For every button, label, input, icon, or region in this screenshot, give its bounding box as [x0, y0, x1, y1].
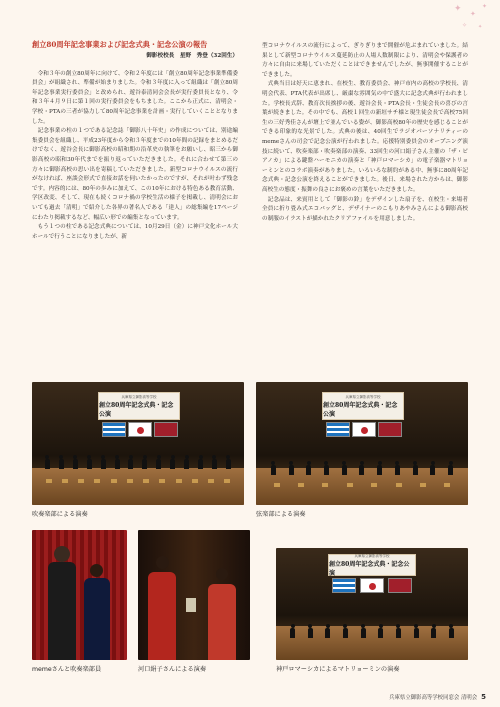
article-paragraph: 令和３年の創立80周年に向けて、令和２年度には「創立80周年記念事業準備委員会」が組織され、準備が始まりました。令和３年度に入って組織は「創立80周年記念事業実行委員会」と改められ、遊谷泰清同会会長が実行委員長となり、令和３年４月９日に第１回の実行委員会をもちました。ここから正式に、清明会・学校・PTAの三者が協力して80周年記念事業を計画・実行していくこととなりました。	[32, 70, 238, 125]
photo-meme-and-band	[32, 530, 127, 660]
article-paragraph: 式典当日は好天に恵まれ、在校生、教育委員会、神戸市内の高校の学校長、清明会代表、PTA代表が出席し、厳粛な雰囲気の中で盛大に記念式典が行われました。学校長式辞、教育次長挨拶の後、遊谷会長・PTA会長・生徒会長の喜びの言葉が続きました。その中でも、高校１回生の新垣サチ様と現生徒会長で高校75回生の三好秀佳さんが壇上で並んでいる姿が、御影高校80年の歴史を感じることができる印象的な光景でした。式典の後は、40回生でラジオパーソナリティーのmemeさんの司会で記念公演が行われました。応援特別委員会のオープニング演技に続いて、吹奏楽部・吹奏楽部の演奏、33回生の河口絹子さん主催の「ザ・ピアノカ」による鍵盤ハーモニカの演奏と「神戸ロマーシカ」の電子楽器マトリョーミンとのコラボ演奏がありました。いろいろな制約がある中、無事に80周年記念式典・記念公演を終えることができました。後日、来場された方からは、御影高校生の態度・振舞の良さにお褒めの言葉をいただきました。	[262, 81, 468, 193]
article-paragraph: 記念品は、来賓用として「御影の鈴」をデザインした扇子を、在校生・来場者全員に折り畳み式エコバッグと、デザイナーのこもりあやみさんによる御影高校の制服のイラストが描かれたクリアファイルを用意しました。	[262, 196, 468, 222]
japan-flag-icon	[128, 422, 152, 437]
article-left-column	[32, 40, 238, 242]
school-flag-icon	[326, 422, 350, 437]
prefecture-flag-icon	[388, 578, 412, 593]
article-paragraph: 型コロナウイルスの流行によって、ぎりぎりまで開催が危ぶまれていました。結果として新型コロナウイルス蔓延防止の人場人数制限により、清明会や保護者の方々に自由に来場していただくことはできませんでしたが、無事開催することができました。	[262, 43, 468, 78]
event-banner: 兵庫県立御影高等学校 創立80周年記念式典・記念公演	[328, 554, 416, 576]
event-banner: 兵庫県立御影高等学校 創立80周年記念式典・記念公演	[322, 392, 404, 420]
page-footer	[389, 693, 486, 701]
page-number: 5	[481, 693, 486, 701]
prefecture-flag-icon	[154, 422, 178, 437]
photo-caption: 神戸ロマーシカによるマトリョーミンの演奏	[276, 666, 400, 673]
prefecture-flag-icon	[378, 422, 402, 437]
japan-flag-icon	[360, 578, 384, 593]
performers-row	[264, 465, 459, 475]
photo-string-orchestra	[256, 382, 468, 505]
article-paragraph: もう１つの柱である記念式典については、10月29日（金）に神戸文化ホール大ホールで行うことになりましたが、新	[32, 224, 238, 240]
japan-flag-icon	[352, 422, 376, 437]
decorative-sparkle-icon: ✦ ✦ ✦ ✧ ✦	[454, 3, 488, 30]
event-banner: 兵庫県立御影高等学校 創立80周年記念式典・記念公演	[98, 392, 180, 420]
article-right-column	[262, 42, 468, 224]
photo-caption: 河口絹子さんによる演奏	[138, 666, 207, 673]
performers-row	[40, 459, 235, 469]
photo-caption: 弦楽部による演奏	[256, 511, 306, 518]
photo-caption: 吹奏楽部による演奏	[32, 511, 88, 518]
photo-kawaguchi-performance	[138, 530, 250, 660]
photo-caption: memeさんと吹奏楽部員	[32, 666, 102, 673]
photo-kobe-romashka	[276, 548, 468, 660]
article-paragraph: 記念事業の柱の１つである記念誌「御影八十年史」の作成については、別途編集委員会を組織し、平成23年度から令和３年度までの10年間の記録をまとめるだけでなく、遊谷会長に御影高校の昭和期の沿革史の執筆をお願いし、昭三から御影高校の昭和30年代までを振り返っていただきました。それに合わせて第三の方々に御影高校の思い出を寄稿していただきました。新型コロナウイルスの流行がなければ、座談会形式で直接お話を伺いたかったのですが、それが叶わず残念です。内容的には、80年の歩みに加えて、この10年における特色ある教育活動、学区改変、そして、現在も続くコロナ禍の学校生活の様子を掲載し、清明会においても過去「清明」で紹介した各界の著名人である「達人」の総集編を17ページにわたり掲載するなど、幅広い形での編集となっています。	[32, 128, 238, 221]
school-flag-icon	[332, 578, 356, 593]
photo-brass-band	[32, 382, 244, 505]
performers-row	[284, 628, 461, 638]
school-flag-icon	[102, 422, 126, 437]
article-title: 創立80周年記念事業および記念式典・記念公演の報告	[32, 40, 208, 49]
article-author: 御影校校長 星野 秀登（32回生）	[146, 53, 238, 59]
footer-publication: 兵庫県立御影高等学校同窓会 清明会	[389, 695, 478, 701]
